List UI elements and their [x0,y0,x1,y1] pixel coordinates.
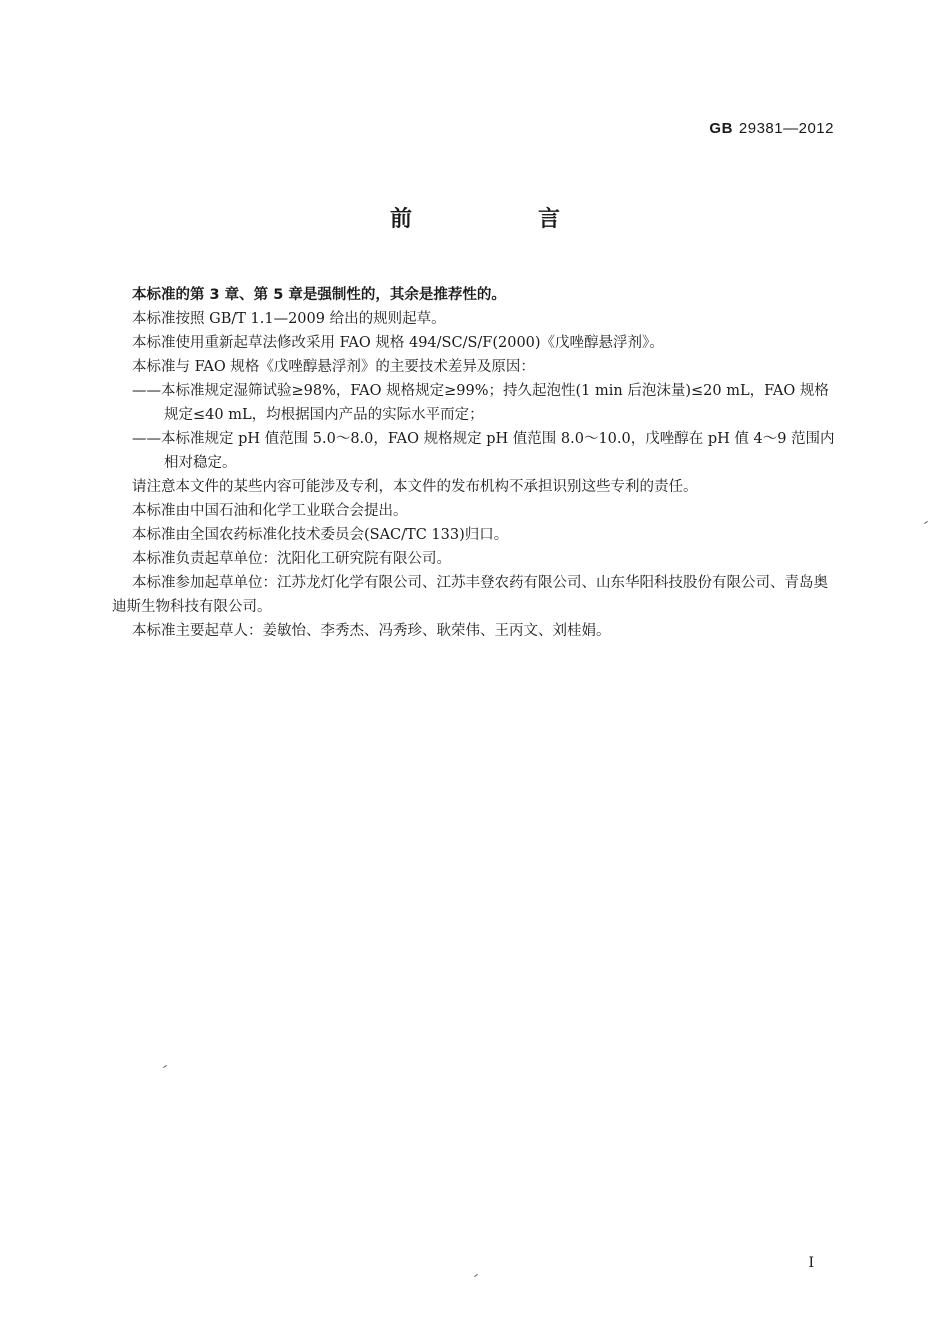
foreword-body [112,283,836,643]
page-number: I [808,1255,814,1271]
main-drafters-paragraph: 本标准主要起草人：姜敏怡、李秀杰、冯秀珍、耿荣伟、王丙文、刘桂娟。 [132,623,611,639]
page-title: 前 言 [389,207,612,232]
difference-item-2: ——本标准规定 pH 值范围 5.0～8.0，FAO 规格规定 pH 值范围 8.0～10.0，戊唑醇在 pH 值 4～9 范围内相对稳定。 [132,431,835,471]
adoption-method-paragraph: 本标准使用重新起草法修改采用 FAO 规格 494/SC/S/F(2000)《戊唑醇悬浮剂》。 [132,335,664,351]
proposer-paragraph: 本标准由中国石油和化学工业联合会提出。 [132,503,408,519]
scan-speck [163,1065,167,1068]
participating-units-paragraph: 本标准参加起草单位：江苏龙灯化学有限公司、江苏丰登农药有限公司、山东华阳科技股份有限公司、青岛奥迪斯生物科技有限公司。 [112,575,828,615]
drafting-rules-paragraph: 本标准按照 GB/T 1.1—2009 给出的规则起草。 [132,311,446,327]
mandatory-chapters-statement: 本标准的第 3 章、第 5 章是强制性的，其余是推荐性的。 [132,287,506,303]
differences-intro-paragraph: 本标准与 FAO 规格《戊唑醇悬浮剂》的主要技术差异及原因： [132,359,535,375]
difference-item-1: ——本标准规定湿筛试验≥98%，FAO 规格规定≥99%；持久起泡性(1 min 后泡沫量)≤20 mL，FAO 规格规定≤40 mL，均根据国内产品的实际水平而定； [132,383,829,423]
scan-speck [474,1274,478,1277]
standard-number: 29381—2012 [738,120,834,137]
lead-drafter-unit-paragraph: 本标准负责起草单位：沈阳化工研究院有限公司。 [132,551,451,567]
standard-identifier [709,120,834,137]
patent-notice-paragraph: 请注意本文件的某些内容可能涉及专利，本文件的发布机构不承担识别这些专利的责任。 [132,479,698,495]
administrator-paragraph: 本标准由全国农药标准化技术委员会(SAC/TC 133)归口。 [132,527,509,543]
standard-prefix: GB [709,120,733,137]
scan-speck [924,521,928,524]
